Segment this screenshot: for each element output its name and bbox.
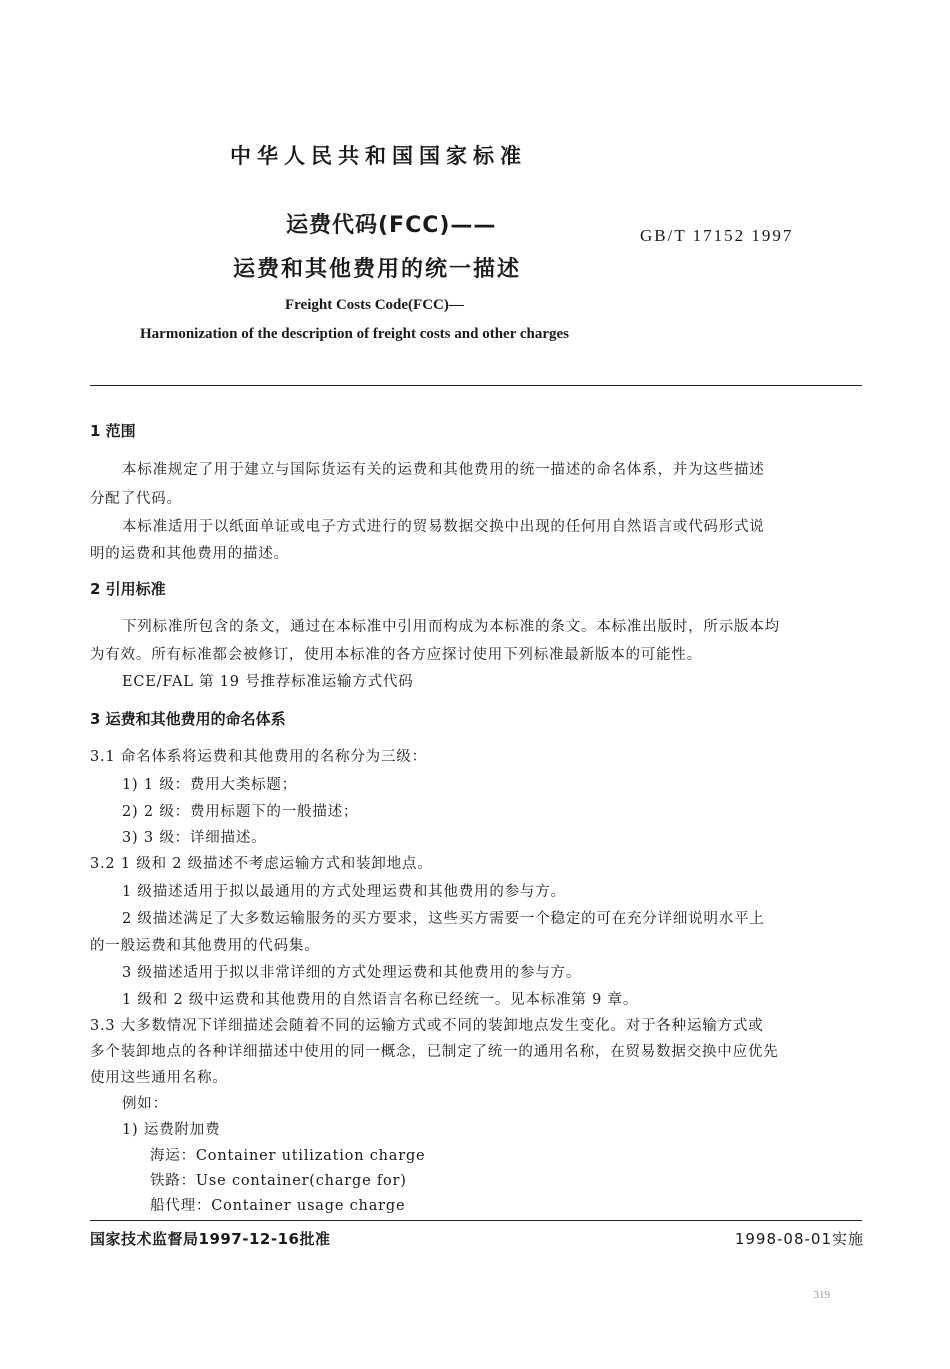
approval-line: 国家技术监督局1997-12-16批准 bbox=[90, 1230, 331, 1248]
page-number: 319 bbox=[813, 1289, 830, 1301]
section-1-paragraph-2-line-2: 明的运费和其他费用的描述。 bbox=[90, 546, 289, 562]
clause-3-3-line-3: 使用这些通用名称。 bbox=[90, 1070, 228, 1086]
section-2-paragraph-line-2: 为有效。所有标准都会被修订，使用本标准的各方应探讨使用下列标准最新版本的可能性。 bbox=[90, 647, 702, 663]
clause-3-1-item-1: 1) 1 级：费用大类标题； bbox=[122, 777, 298, 793]
example-rail: 铁路：Use container(charge for) bbox=[150, 1173, 407, 1189]
clause-3-1-item-2: 2) 2 级：费用标题下的一般描述； bbox=[122, 804, 359, 820]
example-label: 例如： bbox=[122, 1096, 168, 1112]
section-2-heading: 2 引用标准 bbox=[90, 580, 166, 598]
section-3-heading: 3 运费和其他费用的命名体系 bbox=[90, 710, 286, 728]
example-sea: 海运：Container utilization charge bbox=[150, 1148, 426, 1164]
clause-3-2-paragraph-1: 1 级描述适用于拟以最通用的方式处理运费和其他费用的参与方。 bbox=[122, 884, 566, 900]
clause-3-1: 3.1 命名体系将运费和其他费用的名称分为三级： bbox=[90, 749, 427, 765]
clause-3-3-line-2: 多个装卸地点的各种详细描述中使用的同一概念，已制定了统一的通用名称，在贸易数据交换中应优先 bbox=[90, 1044, 779, 1060]
section-2-reference: ECE/FAL 第 19 号推荐标准运输方式代码 bbox=[122, 674, 414, 690]
example-item-1: 1) 运费附加费 bbox=[122, 1122, 221, 1138]
footer-divider bbox=[90, 1220, 862, 1221]
title-en-line1: Freight Costs Code(FCC)— bbox=[285, 297, 464, 313]
clause-3-2-paragraph-4: 1 级和 2 级中运费和其他费用的自然语言名称已经统一。见本标准第 9 章。 bbox=[122, 992, 639, 1008]
clause-3-2-paragraph-2-line-2: 的一般运费和其他费用的代码集。 bbox=[90, 938, 320, 954]
national-standard-heading: 中华人民共和国国家标准 bbox=[230, 144, 527, 168]
section-1-paragraph-1-line-1: 本标准规定了用于建立与国际货运有关的运费和其他费用的统一描述的命名体系，并为这些描述 bbox=[122, 462, 765, 478]
section-1-paragraph-2-line-1: 本标准适用于以纸面单证或电子方式进行的贸易数据交换中出现的任何用自然语言或代码形式说 bbox=[122, 519, 765, 535]
section-1-paragraph-1-line-2: 分配了代码。 bbox=[90, 491, 182, 507]
section-2-paragraph-line-1: 下列标准所包含的条文，通过在本标准中引用而构成为本标准的条文。本标准出版时，所示版本均 bbox=[122, 619, 780, 635]
implementation-date: 1998-08-01实施 bbox=[734, 1230, 864, 1248]
clause-3-2-paragraph-3: 3 级描述适用于拟以非常详细的方式处理运费和其他费用的参与方。 bbox=[122, 965, 582, 981]
title-cn-line2: 运费和其他费用的统一描述 bbox=[233, 257, 522, 282]
title-cn-line1: 运费代码(FCC)—— bbox=[286, 213, 497, 238]
standard-number: GB/T 17152 1997 bbox=[640, 226, 794, 245]
title-en-line2: Harmonization of the description of freight costs and other charges bbox=[140, 326, 569, 342]
clause-3-1-item-3: 3) 3 级：详细描述。 bbox=[122, 830, 267, 846]
clause-3-3-line-1: 3.3 大多数情况下详细描述会随着不同的运输方式或不同的装卸地点发生变化。对于各种运输方式或 bbox=[90, 1018, 764, 1034]
header-divider bbox=[90, 385, 862, 386]
example-agent: 船代理：Container usage charge bbox=[150, 1198, 406, 1214]
clause-3-2: 3.2 1 级和 2 级描述不考虑运输方式和装卸地点。 bbox=[90, 856, 433, 872]
clause-3-2-paragraph-2-line-1: 2 级描述满足了大多数运输服务的买方要求，这些买方需要一个稳定的可在充分详细说明水平上 bbox=[122, 911, 765, 927]
section-1-heading: 1 范围 bbox=[90, 422, 136, 440]
